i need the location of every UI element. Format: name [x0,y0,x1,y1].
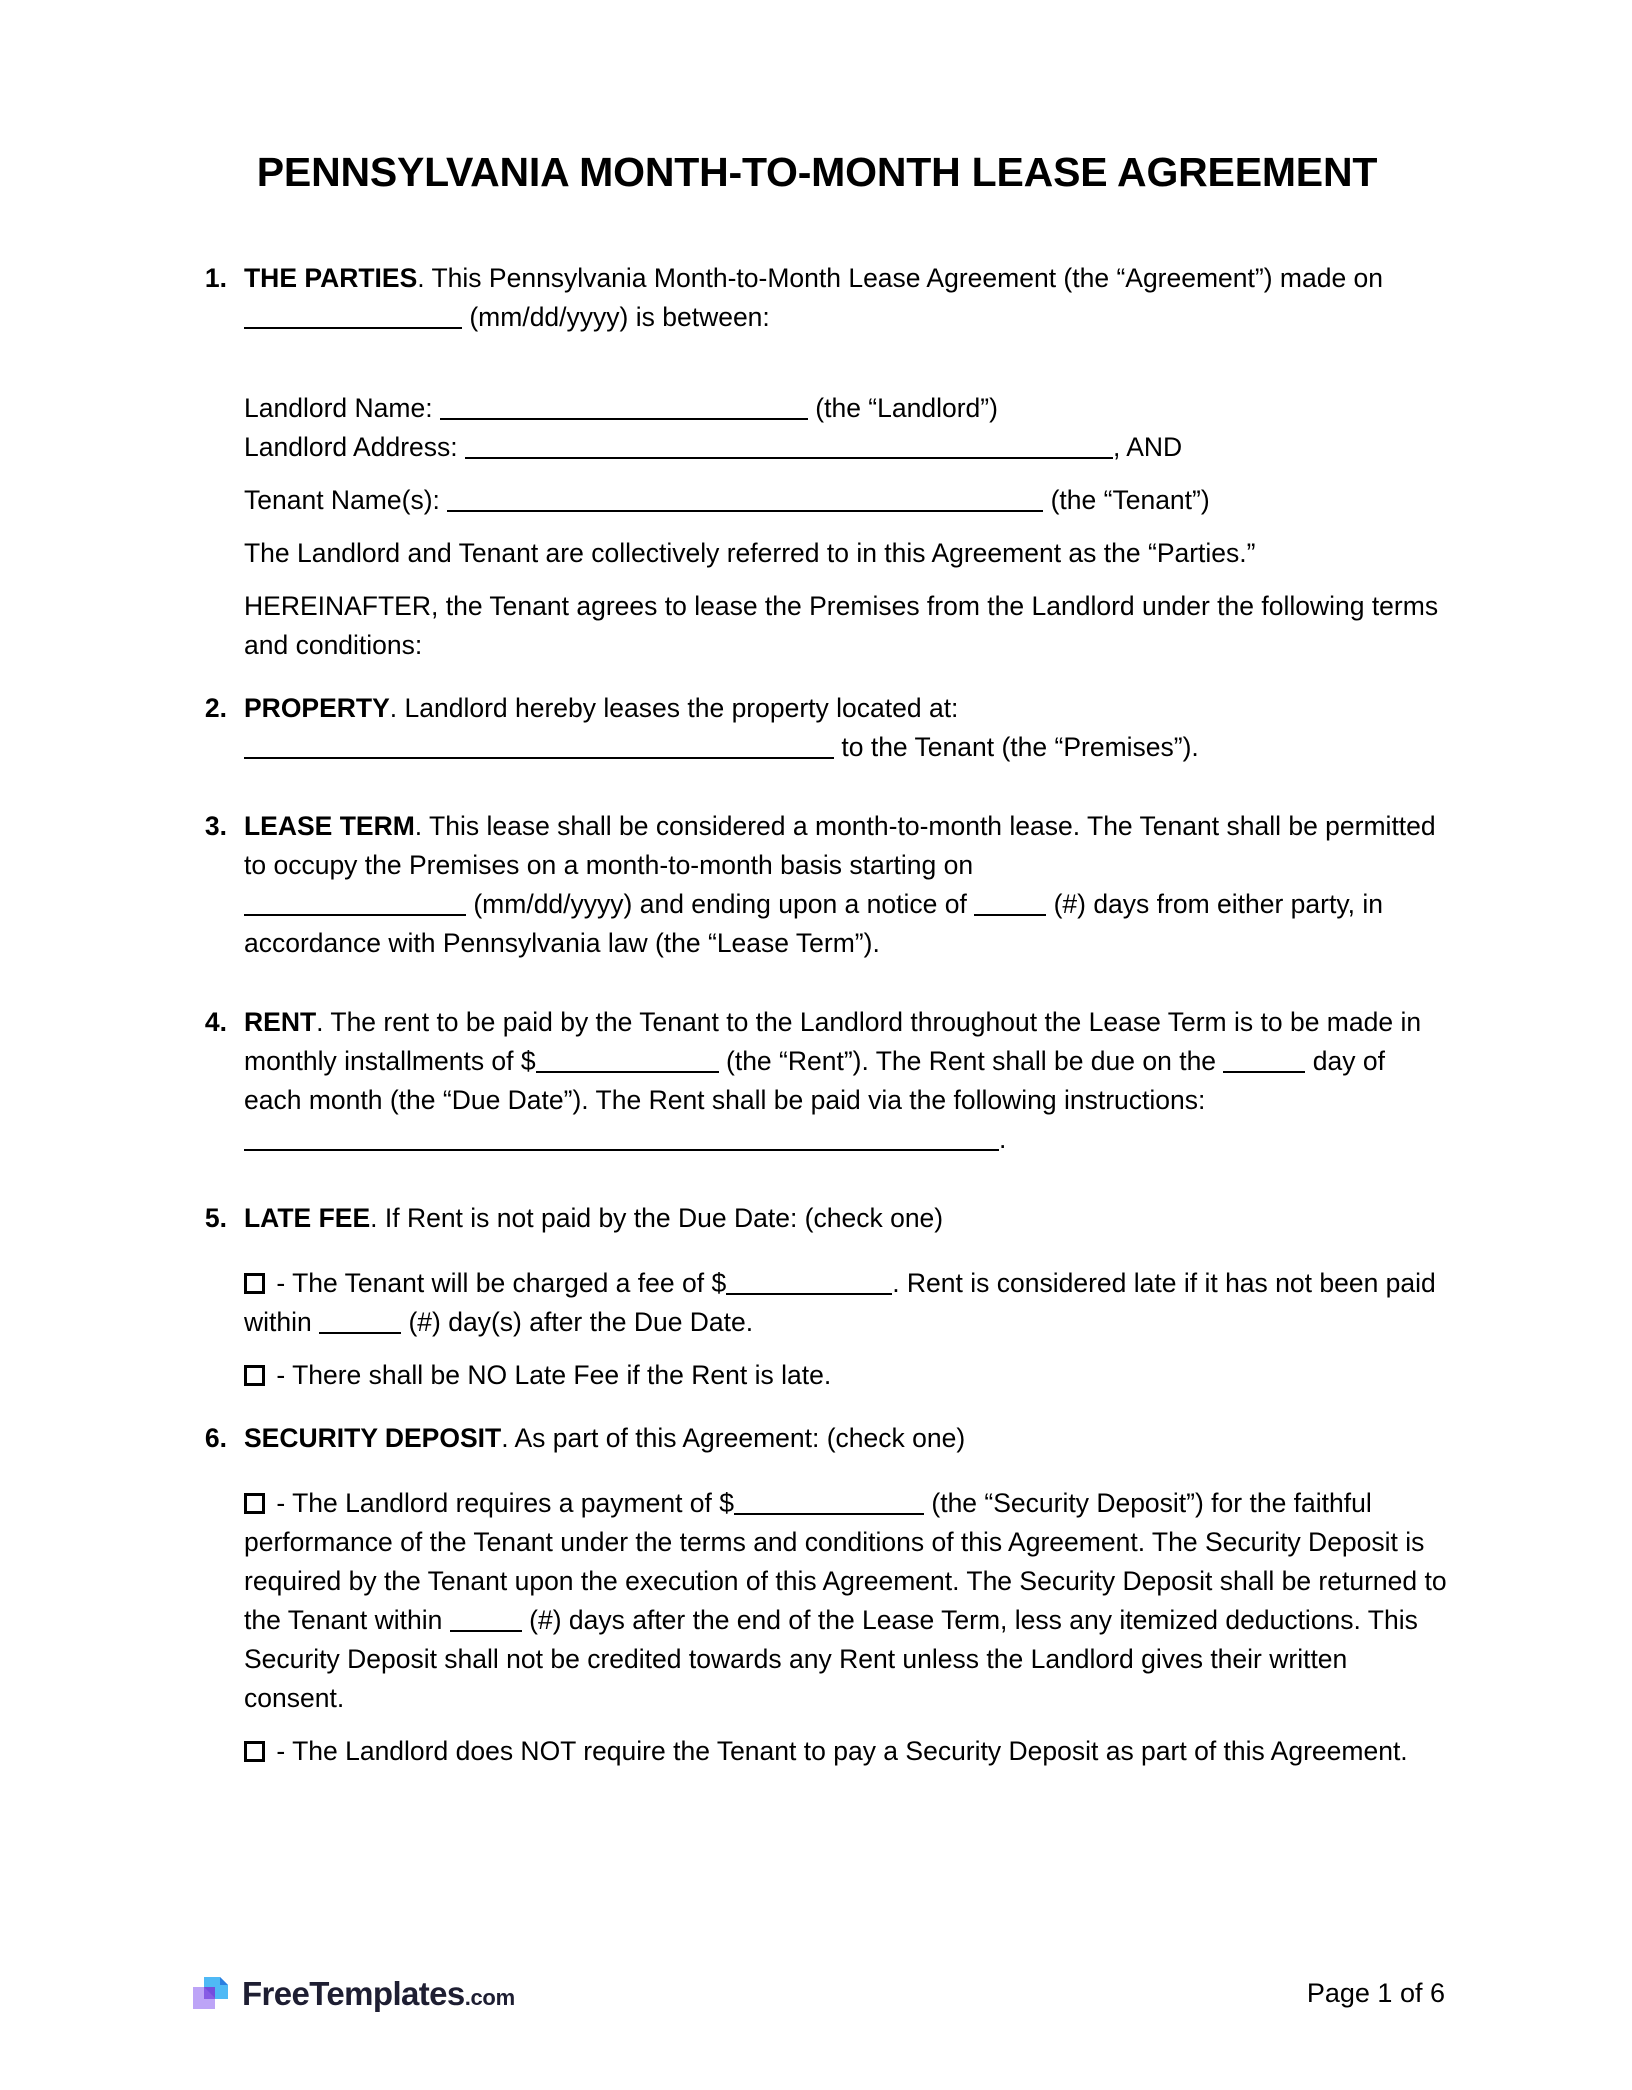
hereinafter-text: HEREINAFTER, the Tenant agrees to lease the Premises from the Landlord under the following terms and conditions: [244,591,1439,661]
clause-number: 6. [204,1423,227,1454]
brand-name: FreeTemplates [242,1974,465,2012]
landlord-name-blank[interactable] [440,393,808,420]
clause-number: 3. [204,811,227,842]
payment-instructions-blank[interactable] [244,1124,999,1151]
late-fee-option-1-row [244,1264,1447,1342]
clause-body [244,807,1447,963]
clause-body [244,259,1447,337]
tenant-name-blank[interactable] [447,485,1043,512]
security-deposit-return-days-blank[interactable] [450,1605,522,1632]
collective-text: The Landlord and Tenant are collectively referred to in this Agreement as the “Parties.” [244,538,1256,569]
option-text: - The Landlord requires a payment of $ [269,1488,735,1519]
no-security-deposit-checkbox[interactable] [244,1741,265,1762]
clause-heading: THE PARTIES [244,263,418,294]
option-text: - The Tenant will be charged a fee of $ [269,1268,727,1299]
late-fee-option-2-row [244,1356,1447,1395]
spacer [187,363,1447,389]
no-late-fee-checkbox[interactable] [244,1365,265,1386]
lease-start-date-blank[interactable] [244,889,466,916]
landlord-name-suffix: (the “Landlord”) [807,393,998,424]
clause-text: . This lease shall be considered a month-to-month lease. The Tenant shall be permitted to occupy the Premises on a month-to-month basis starting on [244,811,1436,881]
tenant-name-row [244,481,1447,520]
freetemplates-logo[interactable] [187,1971,515,2015]
tenant-name-suffix: (the “Tenant”) [1043,485,1210,516]
clause-number: 4. [204,1007,227,1038]
security-deposit-option-2-row [244,1732,1447,1771]
agreement-date-blank[interactable] [244,302,462,329]
clause-number: 1. [204,263,227,294]
page-footer [187,1968,1445,2018]
clause-body [244,689,1447,767]
clause-text: . Landlord hereby leases the property located at: [389,693,959,724]
freetemplates-mark-icon [187,1971,231,2015]
option-text: . Rent is considered late if it has not been paid within [244,1268,1436,1338]
clause-text: to the Tenant (the “Premises”). [834,732,1199,763]
security-deposit-option-1-row [244,1484,1447,1718]
security-deposit-option-required [187,1484,1447,1718]
landlord-address-suffix: , AND [1112,432,1183,463]
clause-text: . If Rent is not paid by the Due Date: (check one) [370,1203,944,1234]
landlord-fields [187,389,1447,467]
security-deposit-option-not-required [187,1732,1447,1771]
late-fee-option-charged [187,1264,1447,1342]
property-address-blank[interactable] [244,732,834,759]
clause-text: (the “Rent”). The Rent shall be due on the [718,1046,1224,1077]
clause-text: (#) days from either party, in accordance with Pennsylvania law (the “Lease Term”). [244,889,1383,959]
clause-number: 2. [204,693,227,724]
clause-text: . As part of this Agreement: (check one) [501,1423,966,1454]
landlord-address-row [244,428,1447,467]
tenant-name-label: Tenant Name(s): [244,485,448,516]
clause-lease-term [187,807,1447,963]
clause-late-fee [187,1199,1447,1238]
clause-body [244,1199,1447,1238]
clause-heading: LEASE TERM [244,811,415,842]
tenant-fields [187,481,1447,520]
landlord-name-label: Landlord Name: [244,393,440,424]
clause-number: 5. [204,1203,227,1234]
clause-body [244,1003,1447,1159]
option-text: - There shall be NO Late Fee if the Rent is late. [269,1360,832,1391]
page-number: Page 1 of 6 [1306,1977,1445,2008]
notice-days-blank[interactable] [974,889,1046,916]
spacer [187,989,1447,1003]
document-content [187,150,1447,1795]
clause-heading: LATE FEE [244,1203,371,1234]
landlord-address-blank[interactable] [465,432,1113,459]
spacer [187,1185,1447,1199]
clause-the-parties [187,259,1447,337]
hereinafter-paragraph [187,587,1447,665]
brand-wordmark [242,1974,515,2012]
landlord-address-label: Landlord Address: [244,432,465,463]
clause-property [187,689,1447,767]
rent-amount-blank[interactable] [536,1046,719,1073]
option-text: (the “Security Deposit”) for the faithful performance of the Tenant under the terms and conditions of this Agreement. The Security Deposit is required by the Tenant upon the execution of this Agreement. The Security Deposit shall be returned to the Tenant within [244,1488,1447,1636]
clause-text: day of each month (the “Due Date”). The Rent shall be paid via the following instructions: [244,1046,1385,1116]
clause-body [244,1419,1447,1458]
clause-heading: RENT [244,1007,317,1038]
late-fee-option-none [187,1356,1447,1395]
clause-heading: SECURITY DEPOSIT [244,1423,502,1454]
late-fee-amount-blank[interactable] [726,1268,892,1295]
landlord-name-row [244,389,1447,428]
clause-security-deposit [187,1419,1447,1458]
clause-rent [187,1003,1447,1159]
due-day-blank[interactable] [1223,1046,1305,1073]
parties-collective-paragraph [187,534,1447,573]
option-text: (#) day(s) after the Due Date. [401,1307,754,1338]
clause-text: (mm/dd/yyyy) is between: [462,302,770,333]
option-text: (#) days after the end of the Lease Term, less any itemized deductions. This Security Deposit shall not be credited towards any Rent unless the Landlord gives their written consent. [244,1605,1418,1714]
option-text: - The Landlord does NOT require the Tenant to pay a Security Deposit as part of this Agreement. [269,1736,1408,1767]
security-deposit-required-checkbox[interactable] [244,1493,265,1514]
page-title: PENNSYLVANIA MONTH-TO-MONTH LEASE AGREEMENT [256,149,1378,195]
spacer [187,793,1447,807]
clause-text: (mm/dd/yyyy) and ending upon a notice of [466,889,975,920]
clause-text: . The rent to be paid by the Tenant to the Landlord throughout the Lease Term is to be made in monthly installments of $ [244,1007,1422,1077]
late-fee-grace-days-blank[interactable] [319,1307,401,1334]
clause-text: . [999,1124,1007,1155]
clause-heading: PROPERTY [244,693,390,724]
security-deposit-amount-blank[interactable] [734,1488,924,1515]
clause-text: . This Pennsylvania Month-to-Month Lease Agreement (the “Agreement”) made on [417,263,1384,294]
late-fee-charged-checkbox[interactable] [244,1273,265,1294]
brand-tld: .com [464,1984,515,2010]
